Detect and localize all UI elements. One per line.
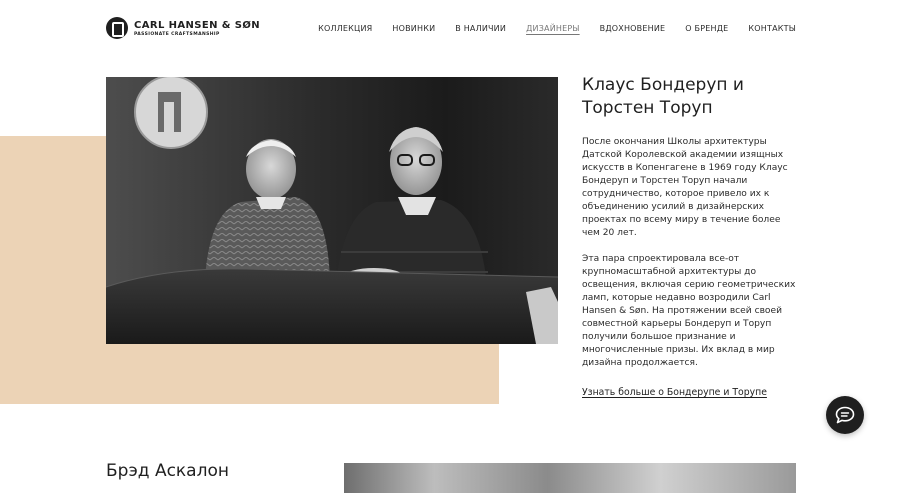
designers-photo xyxy=(106,77,558,344)
nav-contacts[interactable]: КОНТАКТЫ xyxy=(748,24,796,33)
nav-inspiration[interactable]: ВДОХНОВЕНИЕ xyxy=(599,24,666,33)
nav-designers[interactable]: ДИЗАЙНЕРЫ xyxy=(526,24,580,33)
logo-mark-icon xyxy=(106,17,128,39)
logo-name: CARL HANSEN & SØN xyxy=(134,19,261,31)
designer-paragraph-1: После окончания Школы архитектуры Датской Королевской академии изящных искусств в Копенгагене в 1969 году Клаус Бондеруп и Торстен Торуп начали сотрудничество, которое привело их к объединению усилий в дизайнерских проектах по всему миру в течение более чем 20 лет. xyxy=(582,137,788,238)
logo-tagline: PASSIONATE CRAFTSMANSHIP xyxy=(134,31,220,37)
learn-more-link[interactable]: Узнать больше о Бондерупе и Торупе xyxy=(582,387,767,398)
nav-about-brand[interactable]: О БРЕНДЕ xyxy=(685,24,729,33)
designer-info xyxy=(582,74,798,399)
nav-in-stock[interactable]: В НАЛИЧИИ xyxy=(455,24,507,33)
designer-paragraph-2: Эта пара спроектировала все-от крупномасштабной архитектуры до освещения, включая серию геометрических ламп, которые недавно возродили Carl Hansen & Søn. На протяжении всей своей совместной карьеры Бондеруп и Торуп получили большое признание и многочисленные призы. Их вклад в мир дизайна продолжается. xyxy=(582,254,796,368)
next-designer-title: Брэд Аскалон xyxy=(106,461,229,481)
nav-new[interactable]: НОВИНКИ xyxy=(392,24,436,33)
designer-title: Клаус Бондеруп и Торстен Торуп xyxy=(582,75,744,118)
next-designer-photo xyxy=(344,463,796,493)
nav-collection[interactable]: КОЛЛЕКЦИЯ xyxy=(318,24,373,33)
chat-bubble-icon xyxy=(835,406,855,424)
brand-logo[interactable] xyxy=(106,17,260,39)
chat-button[interactable] xyxy=(826,396,864,434)
main-nav xyxy=(318,24,796,33)
site-header xyxy=(0,0,900,56)
